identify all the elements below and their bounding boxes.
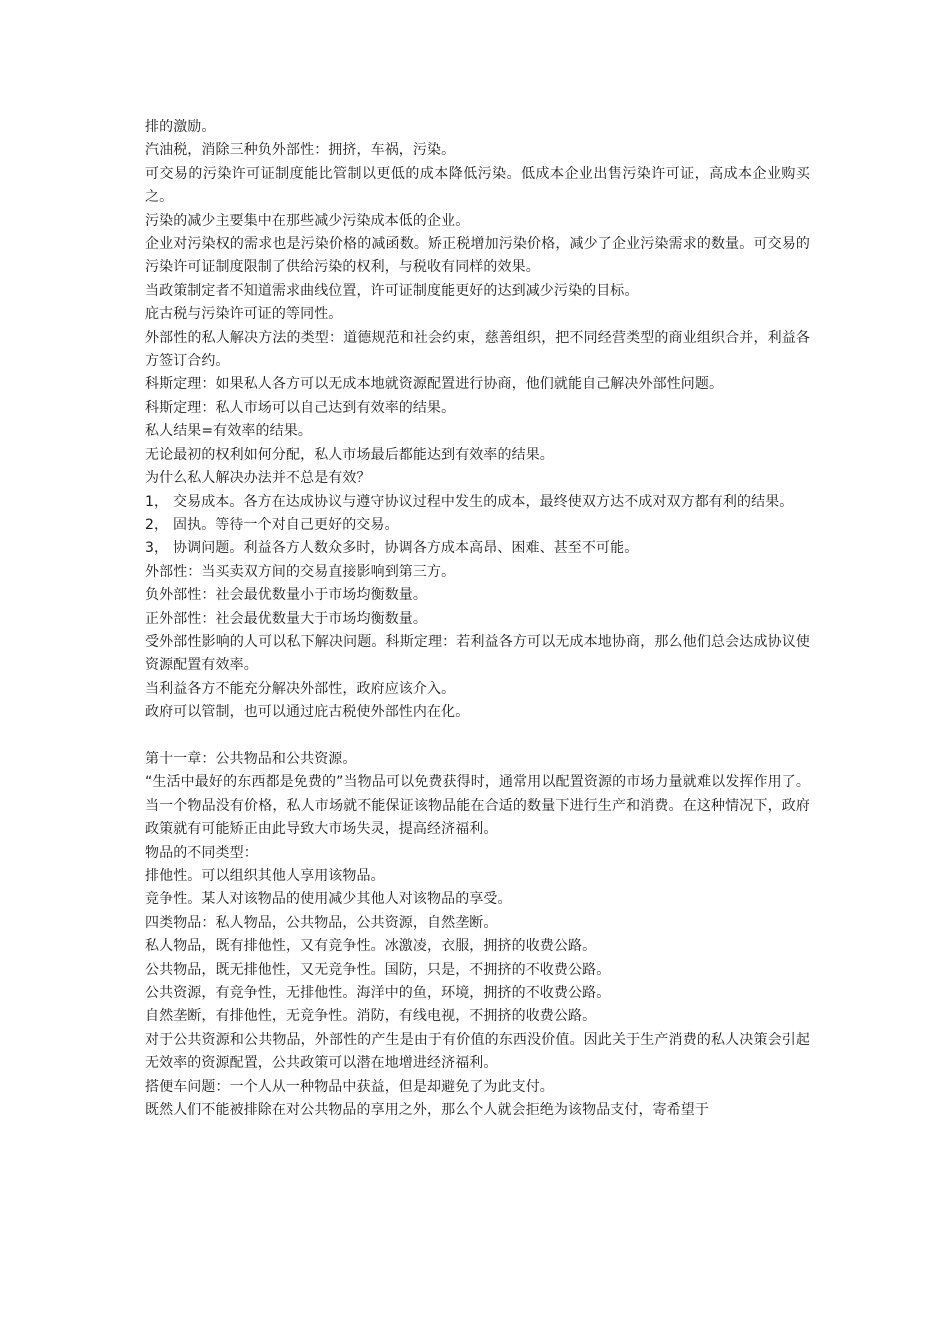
list-number: 1，	[145, 493, 169, 510]
list-item	[145, 491, 810, 514]
paragraph: 排他性。可以组织其他人享用该物品。	[145, 867, 385, 884]
paragraph: 外部性：当买卖双方间的交易直接影响到第三方。	[145, 563, 456, 580]
paragraph: 可交易的污染许可证制度能比管制以更低的成本降低污染。低成本企业出售污染许可证，高成本企业购买之。	[145, 165, 810, 206]
paragraph: 庇古税与污染许可证的等同性。	[145, 306, 343, 323]
paragraph: 为什么私人解决办法并不总是有效？	[145, 470, 371, 487]
paragraph: 汽油税，消除三种负外部性：拥挤，车祸，污染。	[145, 142, 456, 159]
paragraph: 对于公共资源和公共物品，外部性的产生是由于有价值的东西没价值。因此关于生产消费的私人决策会引起无效率的资源配置，公共政策可以潜在地增进经济福利。	[145, 1031, 810, 1072]
paragraph: 外部性的私人解决方法的类型：道德规范和社会约束，慈善组织，把不同经营类型的商业组织合并，利益各方签订合约。	[145, 329, 810, 370]
paragraph: 私人物品，既有排他性，又有竞争性。冰激凌，衣服，拥挤的收费公路。	[145, 938, 597, 955]
list-item	[145, 514, 810, 537]
paragraph: 正外部性：社会最优数量大于市场均衡数量。	[145, 610, 427, 627]
paragraph: 当利益各方不能充分解决外部性，政府应该介入。	[145, 680, 456, 697]
paragraph: 竞争性。某人对该物品的使用减少其他人对该物品的享受。	[145, 891, 512, 908]
list-text: 固执。等待一个对自己更好的交易。	[173, 516, 399, 533]
paragraph: 物品的不同类型：	[145, 844, 258, 861]
paragraph: 公共资源，有竞争性，无排他性。海洋中的鱼，环境，拥挤的不收费公路。	[145, 985, 611, 1002]
paragraph: 私人结果=有效率的结果。	[145, 423, 312, 440]
paragraph: 负外部性：社会最优数量小于市场均衡数量。	[145, 587, 427, 604]
chapter-heading: 第十一章：公共物品和公共资源。	[145, 750, 357, 767]
paragraph: 无论最初的权利如何分配，私人市场最后都能达到有效率的结果。	[145, 446, 554, 463]
paragraph: 排的激励。	[145, 119, 216, 135]
paragraph: 自然垄断，有排他性，无竞争性。消防，有线电视，不拥挤的收费公路。	[145, 1008, 597, 1025]
document-body	[145, 116, 810, 1122]
list-number: 2，	[145, 516, 169, 533]
list-text: 交易成本。各方在达成协议与遵守协议过程中发生的成本，最终使双方达不成对双方都有利的结果。	[173, 493, 794, 510]
paragraph: 政府可以管制，也可以通过庇古税使外部性内在化。	[145, 704, 470, 721]
paragraph: 企业对污染权的需求也是污染价格的减函数。矫正税增加污染价格，减少了企业污染需求的数量。可交易的污染许可证制度限制了供给污染的权利，与税收有同样的效果。	[145, 236, 810, 276]
list-number: 3，	[145, 540, 169, 557]
list-item	[145, 537, 810, 560]
paragraph: 当政策制定者不知道需求曲线位置，许可证制度能更好的达到减少污染的目标。	[145, 282, 639, 299]
list-text: 协调问题。利益各方人数众多时，协调各方成本高昂、困难、甚至不可能。	[173, 540, 639, 557]
paragraph: 受外部性影响的人可以私下解决问题。科斯定理：若利益各方可以无成本地协商，那么他们总会达成协议使资源配置有效率。	[145, 633, 810, 674]
paragraph: 搭便车问题：一个人从一种物品中获益，但是却避免了为此支付。	[145, 1078, 554, 1095]
paragraph: 污染的减少主要集中在那些减少污染成本低的企业。	[145, 212, 470, 229]
paragraph: 既然人们不能被排除在对公共物品的享用之外，那么个人就会拒绝为该物品支付，寄希望于	[145, 1102, 709, 1119]
paragraph: “生活中最好的东西都是免费的”当物品可以免费获得时，通常用以配置资源的市场力量就难以发挥作用了。当一个物品没有价格，私人市场就不能保证该物品能在合适的数量下进行生产和消费。在这种情况下，政府政策就有可能矫正由此导致大市场失灵，提高经济福利。	[145, 774, 810, 838]
paragraph: 公共物品，既无排他性，又无竞争性。国防，只是，不拥挤的不收费公路。	[145, 961, 611, 978]
blank-line	[145, 725, 810, 748]
paragraph: 科斯定理：私人市场可以自己达到有效率的结果。	[145, 399, 456, 416]
paragraph: 四类物品：私人物品，公共物品，公共资源，自然垄断。	[145, 914, 498, 931]
paragraph: 科斯定理：如果私人各方可以无成本地就资源配置进行协商，他们就能自己解决外部性问题。	[145, 376, 724, 393]
